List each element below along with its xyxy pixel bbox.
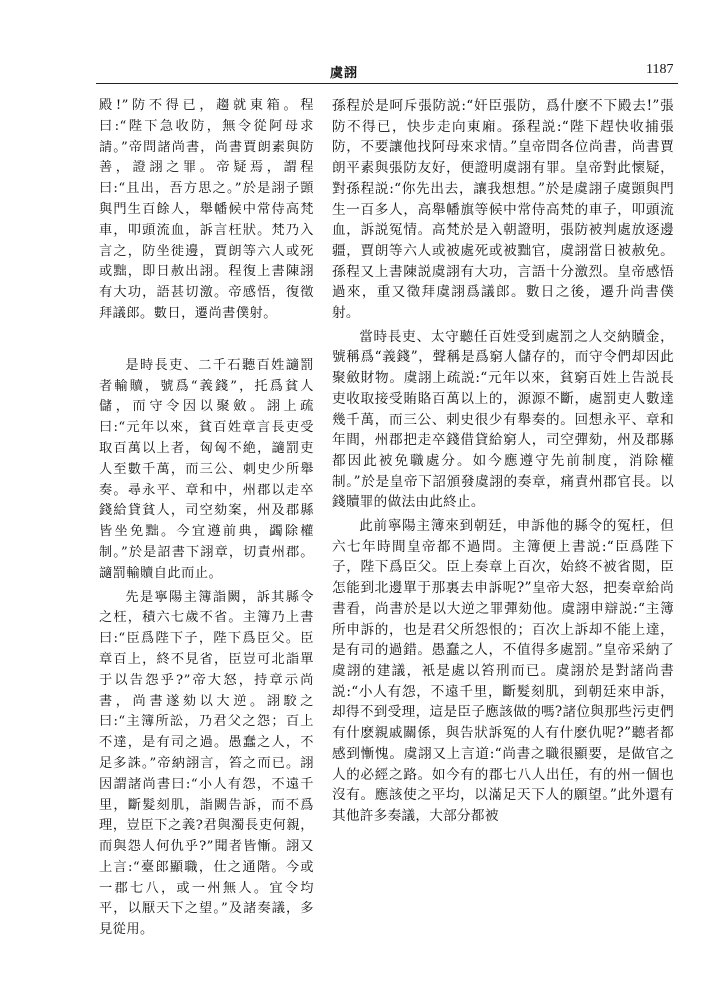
translation-text-column [332,96,674,827]
translation-paragraph-1: 孫程於是呵斥張防説:“奸臣張防，爲什麽不下殿去!”張防不得已，快步走向東廂。孫程説:“陛下趕快收捕張防，不要讓他找阿母來求情。”皇帝問各位尚書，尚書賈朗平素與張防友好，便證明虞詡有罪。皇帝對此懷疑，對孫程説:“你先出去，讓我想想。”於是虞詡子虞顗與門生一百多人，高舉幡旗等候中常侍高梵的車子，叩頭流血，訴説冤情。高梵於是入朝證明，張防被判處放逐邊疆，賈朗等六人或被處死或被黜官，虞詡當日被赦免。孫程又上書陳説虞詡有大功，言語十分激烈。皇帝感悟過來，重又徵拜虞詡爲議郎。數日之後，遷升尚書僕射。 [332,98,674,322]
running-header-title: 虞詡 [330,66,359,81]
classical-paragraph-3: 先是寧陽主簿詣闕，訴其縣令之枉，積六七歲不省。主簿乃上書曰:“臣爲陛下子，陛下爲臣父。臣章百上，終不見省，臣豈可北詣單于以告怨乎?”帝大怒，持章示尚書，尚書遂劾以大逆。詡駮之曰:“主簿所訟，乃君父之怨；百上不達，是有司之過。愚蠢之人，不足多誅。”帝納詡言，笞之而已。詡因謂諸尚書曰:“小人有怨，不遠千里，斷髮刻肌，詣闕告訴，而不爲理，豈臣下之義?君與濁長吏何親，而與怨人何仇乎?”聞者皆慚。詡又上言:“臺郎顯職，仕之通階。今或一郡七八，或一州無人。宜令均平，以厭天下之望。”及諸奏議，多見從用。 [99,589,314,938]
paragraph-gap [99,325,314,356]
page-number: 1187 [646,62,674,77]
translation-paragraph-2: 當時長吏、太守聽任百姓受到處罰之人交納贖金，號稱爲“義錢”，聲稱是爲窮人儲存的，而守令們却因此聚斂財物。虞詡上疏説:“元年以來，貧窮百姓上告説長吏收取接受賄賂百萬以上的，源源不斷，處罰吏人數達幾千萬，而三公、刺史很少有舉奏的。回想永平、章和年間，州郡把走卒錢借貸給窮人，司空彈劾，州及郡縣都因此被免職處分。如今應遵守先前制度，消除權制。”於是皇帝下詔頒發虞詡的奏章，痛責州郡官長。以錢贖罪的做法由此終止。 [332,328,674,511]
header-rule [96,83,678,84]
classical-paragraph-2: 是時長吏、二千石聽百姓讁罰者輸贖，號爲“義錢”，托爲貧人儲，而守令因以聚斂。詡上疏曰:“元年以來，貧百姓章言長吏受取百萬以上者，匈匈不絶，讁罰吏人至數千萬，而三公、刺史少所舉奏。尋永平、章和中，州郡以走卒錢給貸貧人，司空劾案，州及郡縣皆坐免黜。今宜遵前典，蠲除權制。”於是詔書下詡章，切責州郡。讁罰輸贖自此而止。 [99,357,314,581]
classical-paragraph-1: 殿!”防不得已，趨就東箱。程曰:“陛下急收防，無令從阿母求請。”帝問諸尚書，尚書賈朗素與防善，證詡之罪。帝疑焉，謂程曰:“且出，吾方思之。”於是詡子顗與門生百餘人，舉幡候中常侍高梵車，叩頭流血，訴言枉狀。梵乃入言之，防坐徙邊，賈朗等六人或死或黜，即日赦出詡。程復上書陳詡有大功，語甚切激。帝感悟，復徵拜議郎。數日，遷尚書僕射。 [99,98,314,321]
classical-text-column [99,96,314,941]
translation-paragraph-3: 此前寧陽主簿來到朝廷，申訴他的縣令的冤枉，但六七年時間皇帝都不過問。主簿便上書説:“臣爲陛下子，陛下爲臣父。臣上奏章上百次，始終不被省閲，臣怎能到北邊單于那裏去申訴呢?”皇帝大怒，把奏章給尚書看，尚書於是以大逆之罪彈劾他。虞詡申辯説:“主簿所申訴的，也是君父所怨恨的；百次上訴却不能上達，是有司的過錯。愚蠢之人，不值得多處罰。”皇帝采納了虞詡的建議，衹是處以笞刑而已。虞詡於是對諸尚書説:“小人有怨，不遠千里，斷髮刻肌，到朝廷來申訴，却得不到受理，這是臣子應該做的嗎?諸位與那些污吏們有什麽親戚關係，與告狀訴冤的人有什麽仇呢?”聽者都感到慚愧。虞詡又上言道:“尚書之職很顯要，是做官之人的必經之路。如今有的郡七八人出任，有的州一個也沒有。應該使之平均，以滿足天下人的願望。”此外還有其他許多奏議，大部分都被 [332,518,674,824]
